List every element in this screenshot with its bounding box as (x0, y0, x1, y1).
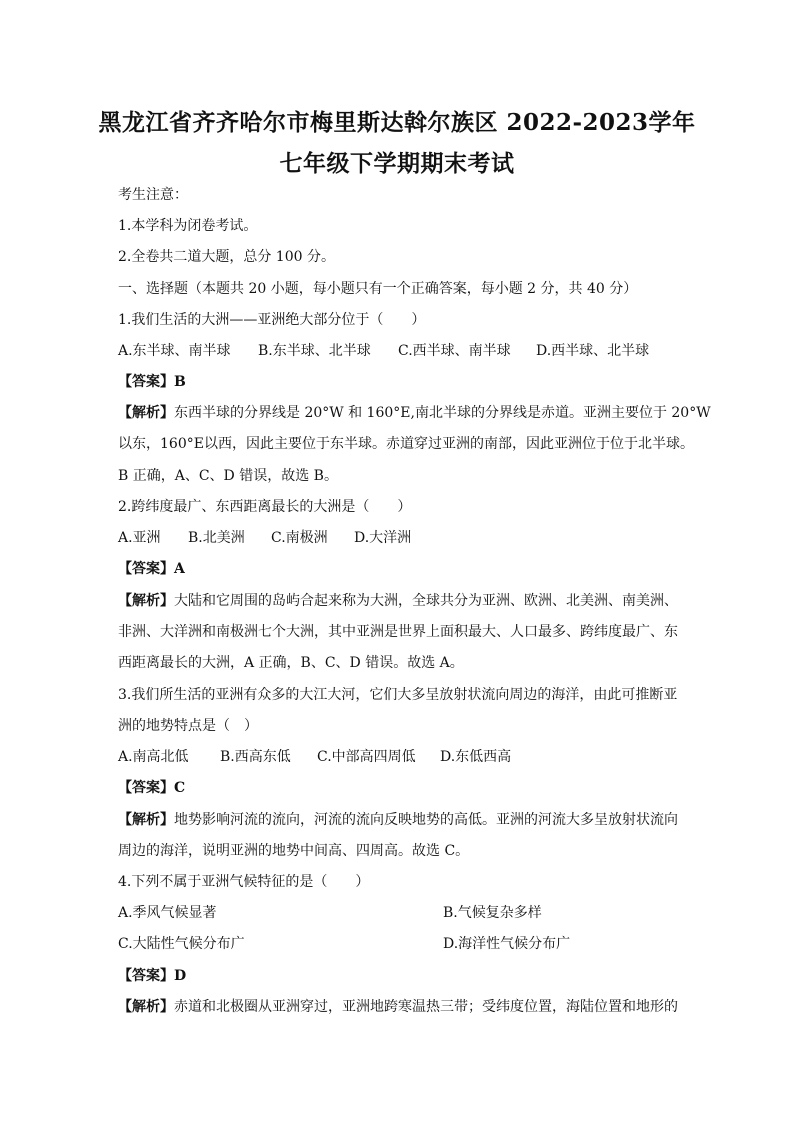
option-row (118, 528, 684, 548)
analysis-tag: 【解析】 (118, 405, 174, 421)
option-row (118, 747, 684, 767)
option: C.西半球、南半球 (398, 343, 511, 359)
option: D.海洋性气候分布广 (443, 936, 571, 952)
option: C.中部高四周低 (317, 749, 416, 765)
notice-item: 2.全卷共二道大题，总分 100 分。 (118, 249, 335, 265)
answer: 【答案】D (118, 968, 187, 984)
analysis-tag: 【解析】 (118, 593, 174, 609)
answer: 【答案】A (118, 561, 185, 577)
analysis-tag: 【解析】 (118, 812, 174, 828)
option: C.大陆性气候分布广 (118, 936, 245, 952)
question-stem: 3.我们所生活的亚洲有众多的大江大河，它们大多呈放射状流向周边的海洋，由此可推断亚 (118, 687, 678, 703)
option: A.季风气候显著 (118, 905, 217, 921)
option-row (118, 934, 684, 954)
option: B.西高东低 (220, 749, 291, 765)
analysis-line (118, 403, 711, 423)
exam-title-line1: 黑龙江省齐齐哈尔市梅里斯达斡尔族区 2022-2023学年 (98, 109, 696, 136)
notice-item: 1.本学科为闭卷考试。 (118, 218, 258, 234)
analysis-line: 以东，160°E以西，因此主要位于东半球。赤道穿过亚洲的南部，因此亚洲位于位于北半球。 (118, 436, 694, 452)
section-heading: 一、选择题（本题共 20 小题，每小题只有一个正确答案，每小题 2 分，共 40 分） (118, 281, 638, 297)
option: A.东半球、南半球 (118, 343, 231, 359)
option: C.南极洲 (271, 530, 328, 546)
answer: 【答案】B (118, 374, 186, 390)
exam-title-line2: 七年级下学期期末考试 (279, 150, 515, 177)
option: D.西半球、北半球 (536, 343, 650, 359)
analysis-text: 东西半球的分界线是 20°W 和 160°E,南北半球的分界线是赤道。亚洲主要位于 20°W (174, 405, 711, 421)
option: A.亚洲 (118, 530, 161, 546)
question-stem: 1.我们生活的大洲——亚洲绝大部分位于（ ） (118, 312, 426, 328)
analysis-text: 赤道和北极圈从亚洲穿过，亚洲地跨寒温热三带；受纬度位置，海陆位置和地形的 (174, 999, 678, 1015)
analysis-line (118, 591, 684, 611)
question-stem: 洲的地势特点是（ ） (118, 718, 258, 734)
analysis-line (118, 997, 684, 1017)
notice-heading: 考生注意： (118, 187, 188, 203)
option: D.大洋洲 (354, 530, 412, 546)
analysis-line: 非洲、大洋洲和南极洲七个大洲，其中亚洲是世界上面积最大、人口最多、跨纬度最广、东 (118, 624, 678, 640)
analysis-text: 大陆和它周围的岛屿合起来称为大洲，全球共分为亚洲、欧洲、北美洲、南美洲、 (174, 593, 678, 609)
option: D.东低西高 (440, 749, 512, 765)
option: A.南高北低 (118, 749, 189, 765)
analysis-tag: 【解析】 (118, 999, 174, 1015)
question-stem: 4.下列不属于亚洲气候特征的是（ ） (118, 874, 370, 890)
option: B.东半球、北半球 (258, 343, 371, 359)
option: B.气候复杂多样 (443, 905, 542, 921)
answer: 【答案】C (118, 780, 186, 796)
option-row (118, 903, 684, 923)
analysis-line: B 正确，A、C、D 错误，故选 B。 (118, 468, 338, 484)
analysis-line: 周边的海洋，说明亚洲的地势中间高、四周高。故选 C。 (118, 843, 470, 859)
analysis-text: 地势影响河流的流向，河流的流向反映地势的高低。亚洲的河流大多呈放射状流向 (174, 812, 678, 828)
question-stem: 2.跨纬度最广、东西距离最长的大洲是（ ） (118, 499, 412, 515)
analysis-line (118, 810, 684, 830)
analysis-line: 西距离最长的大洲，A 正确，B、C、D 错误。故选 A。 (118, 655, 464, 671)
option-row (118, 341, 684, 361)
option: B.北美洲 (188, 530, 245, 546)
